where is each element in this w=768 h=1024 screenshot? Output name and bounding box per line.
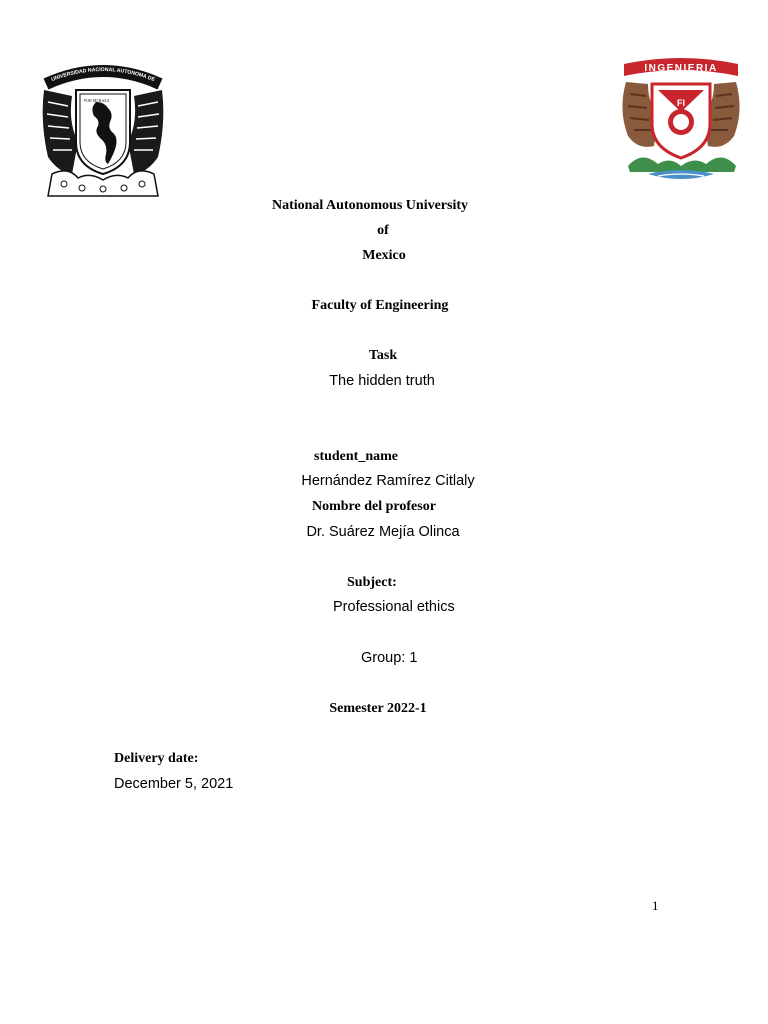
student-name: Hernández Ramírez Citlaly xyxy=(301,473,475,489)
unam-seal-text: UNIVERSIDAD NACIONAL AUTONOMA DE xyxy=(50,66,156,84)
faculty-name: Faculty of Engineering xyxy=(311,298,449,313)
page-number: 1 xyxy=(652,898,659,913)
svg-text:POR MI RAZA: POR MI RAZA xyxy=(84,98,110,103)
professor-name: Dr. Suárez Mejía Olinca xyxy=(306,524,460,540)
delivery-date-value: December 5, 2021 xyxy=(114,776,234,792)
student-label: student_name xyxy=(314,449,399,464)
professor-label: Nombre del profesor xyxy=(312,499,436,514)
subject-label: Subject: xyxy=(347,575,397,590)
task-title: The hidden truth xyxy=(329,373,435,389)
university-name-line3: Mexico xyxy=(362,248,406,263)
engineering-shield-letters: FI xyxy=(677,98,685,108)
subject-value: Professional ethics xyxy=(333,599,455,615)
task-label: Task xyxy=(368,348,398,363)
delivery-date-label: Delivery date: xyxy=(114,751,199,766)
university-name-line2: of xyxy=(377,223,389,238)
university-name-line1: National Autonomous University xyxy=(271,198,469,213)
engineering-faculty-logo xyxy=(618,54,744,186)
semester: Semester 2022-1 xyxy=(329,701,427,716)
unam-seal-logo xyxy=(38,62,168,202)
group-number: Group: 1 xyxy=(361,650,418,666)
engineering-banner-text: INGENIERIA xyxy=(644,63,718,74)
